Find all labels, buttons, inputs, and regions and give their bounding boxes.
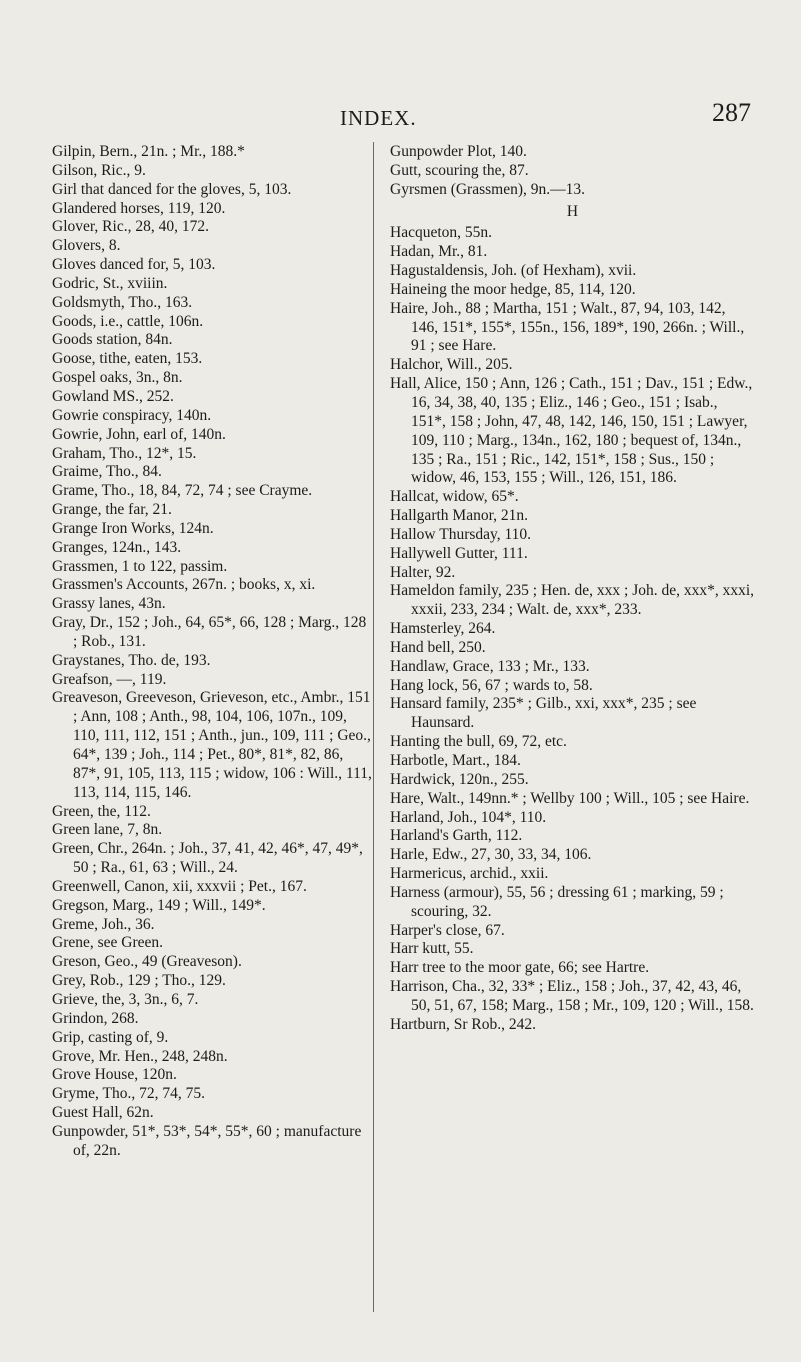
index-entry: Haire, Joh., 88 ; Martha, 151 ; Walt., 87, 94, 103, 142, 146, 151*, 155*, 155n., 156, 189*, 190, 266n. ; Will., 91 ; see Hare. — [390, 299, 745, 355]
index-entry: Hameldon family, 235 ; Hen. de, xxx ; Joh. de, xxx*, xxxi, xxxii, 233, 234 ; Walt. de, xxx*, 233. — [390, 582, 755, 619]
index-entry: Harr tree to the moor gate, 66; see Hartre. — [390, 959, 650, 977]
index-entry: Girl that danced for the gloves, 5, 103. — [52, 180, 292, 198]
index-entry: Graime, Tho., 84. — [52, 463, 162, 481]
index-entry: Gowland MS., 252. — [52, 387, 174, 405]
index-entry: Greson, Geo., 49 (Greaveson). — [52, 953, 242, 971]
index-entry: Grieve, the, 3, 3n., 6, 7. — [52, 990, 199, 1008]
index-entry: Gilpin, Bern., 21n. ; Mr., 188.* — [52, 143, 245, 160]
index-entry: Goldsmyth, Tho., 163. — [52, 293, 193, 311]
index-entry: Grange, the far, 21. — [52, 501, 172, 519]
index-entry: Grove, Mr. Hen., 248, 248n. — [52, 1047, 228, 1065]
index-entry: Grindon, 268. — [52, 1009, 139, 1027]
index-entry: Glandered horses, 119, 120. — [52, 199, 226, 217]
page-header — [0, 94, 801, 134]
index-entry: Harmericus, archid., xxii. — [390, 865, 549, 883]
index-entry: Hang lock, 56, 67 ; wards to, 58. — [390, 676, 593, 694]
index-entry: Hare, Walt., 149nn.* ; Wellby 100 ; Will., 105 ; see Haire. — [390, 789, 750, 807]
index-entry: Gunpowder, 51*, 53*, 54*, 55*, 60 ; manufacture of, 22n. — [52, 1122, 362, 1159]
index-entry: Hallcat, widow, 65*. — [390, 488, 519, 506]
index-entry: Godric, St., xviiin. — [52, 274, 168, 292]
index-entry: Grassmen, 1 to 122, passim. — [52, 557, 228, 575]
index-entry: Hardwick, 120n., 255. — [390, 770, 529, 788]
index-entry: Harbotle, Mart., 184. — [390, 752, 521, 769]
index-entry: Greenwell, Canon, xii, xxxvii ; Pet., 167. — [52, 877, 307, 895]
index-entry: Grene, see Green. — [52, 934, 164, 952]
index-entry: Grey, Rob., 129 ; Tho., 129. — [52, 972, 226, 990]
index-entry: Harle, Edw., 27, 30, 33, 34, 106. — [390, 846, 592, 864]
index-entry: Glovers, 8. — [52, 237, 121, 255]
index-entry: Haineing the moor hedge, 85, 114, 120. — [390, 280, 636, 298]
index-entry: Harper's close, 67. — [390, 921, 505, 939]
index-entry: Grame, Tho., 18, 84, 72, 74 ; see Crayme. — [52, 482, 313, 500]
index-entry: Glover, Ric., 28, 40, 172. — [52, 218, 209, 236]
index-entry: Graham, Tho., 12*, 15. — [52, 444, 197, 462]
index-entry: Hartburn, Sr Rob., 242. — [390, 1015, 536, 1033]
index-entry: Grassmen's Accounts, 267n. ; books, x, xi. — [52, 576, 316, 594]
index-entry: Gutt, scouring the, 87. — [390, 161, 529, 179]
index-entry: Goods station, 84n. — [52, 331, 173, 349]
index-entry: Green, the, 112. — [52, 802, 151, 820]
page-number: 287 — [712, 98, 751, 127]
index-column-right — [390, 143, 755, 1035]
index-entry: Gilson, Ric., 9. — [52, 161, 146, 179]
index-entry: Hall, Alice, 150 ; Ann, 126 ; Cath., 151 ; Dav., 151 ; Edw., 16, 34, 38, 40, 135 ; Eliz., 146 ; Geo., 151 ; Isab., 151*, 158 ; John, 47, 48, 142, 146, 150, 151 ; Lawyer, 109, 110 ; Marg., 134n., 162, 180 ; bequest of, 134n., 135 ; Ra., 151 ; Ric., 142, 151*, 158 ; Sus., 150 ; widow, 46, 153, 155 ; Will., 126, 151, 186. — [390, 375, 753, 487]
index-entry: Hallow Thursday, 110. — [390, 525, 532, 543]
index-entry: Greaveson, Greeveson, Grieveson, etc., Ambr., 151 ; Ann, 108 ; Anth., 98, 104, 106, 107n., 109, 110, 111, 112, 151 ; Anth., jun., 109, 111 ; Geo., 64*, 139 ; Joh., 114 ; Pet., 80*, 81*, 82, 86, 87*, 91, 105, 113, 115 ; widow, 106 : Will., 111, 113, 114, 115, 146. — [52, 689, 372, 801]
index-column-left — [52, 143, 374, 1161]
index-entry: Hadan, Mr., 81. — [390, 243, 488, 261]
index-entry: Harr kutt, 55. — [390, 940, 474, 958]
index-entry: Hacqueton, 55n. — [390, 224, 493, 242]
index-entry: Harland, Joh., 104*, 110. — [390, 808, 547, 826]
index-entry: Handlaw, Grace, 133 ; Mr., 133. — [390, 657, 590, 675]
index-entry: Green, Chr., 264n. ; Joh., 37, 41, 42, 46*, 47, 49*, 50 ; Ra., 61, 63 ; Will., 24. — [52, 840, 363, 877]
index-entry: Gyrsmen (Grassmen), 9n.—13. — [390, 180, 586, 198]
index-entry: Gunpowder Plot, 140. — [390, 143, 527, 160]
index-entry: Hallywell Gutter, 111. — [390, 544, 528, 562]
index-entry: Hagustaldensis, Joh. (of Hexham), xvii. — [390, 262, 637, 280]
index-entry: Halchor, Will., 205. — [390, 356, 513, 374]
index-entry: Gregson, Marg., 149 ; Will., 149*. — [52, 896, 266, 914]
index-entry: Greafson, —, 119. — [52, 670, 167, 688]
index-entry: Grip, casting of, 9. — [52, 1028, 169, 1046]
index-entry: Gray, Dr., 152 ; Joh., 64, 65*, 66, 128 ; Marg., 128 ; Rob., 131. — [52, 614, 367, 650]
index-entry: Granges, 124n., 143. — [52, 538, 182, 556]
index-entry: Hallgarth Manor, 21n. — [390, 507, 528, 525]
index-entry: Graystanes, Tho. de, 193. — [52, 651, 211, 669]
index-entry: Gloves danced for, 5, 103. — [52, 256, 216, 274]
index-entry: Green lane, 7, 8n. — [52, 821, 163, 839]
index-entry: Halter, 92. — [390, 563, 456, 581]
column-divider — [373, 142, 374, 1312]
index-entry: Grange Iron Works, 124n. — [52, 519, 214, 537]
index-entry: Greme, Joh., 36. — [52, 915, 155, 933]
index-entry: Gowrie conspiracy, 140n. — [52, 406, 212, 424]
index-entries-g — [390, 143, 755, 200]
index-entry: Harland's Garth, 112. — [390, 827, 523, 845]
index-entries-h — [390, 224, 755, 1034]
index-entry: Gowrie, John, earl of, 140n. — [52, 425, 226, 443]
index-entry: Gryme, Tho., 72, 74, 75. — [52, 1085, 205, 1103]
index-entry: Gospel oaks, 3n., 8n. — [52, 369, 183, 387]
index-entry: Grove House, 120n. — [52, 1066, 177, 1084]
index-entry: Hand bell, 250. — [390, 638, 486, 656]
index-entry: Grassy lanes, 43n. — [52, 595, 166, 613]
index-entry: Goods, i.e., cattle, 106n. — [52, 312, 204, 330]
running-title: INDEX. — [340, 106, 417, 130]
index-entry: Hanting the bull, 69, 72, etc. — [390, 733, 567, 751]
index-entry: Goose, tithe, eaten, 153. — [52, 350, 203, 368]
index-entry: Harness (armour), 55, 56 ; dressing 61 ; marking, 59 ; scouring, 32. — [390, 883, 724, 920]
index-entry: Guest Hall, 62n. — [52, 1104, 154, 1122]
section-letter: H — [566, 202, 579, 220]
index-entry: Hamsterley, 264. — [390, 620, 496, 638]
index-entry: Harrison, Cha., 32, 33* ; Eliz., 158 ; Joh., 37, 42, 43, 46, 50, 51, 67, 158; Marg., 158 ; Mr., 109, 120 ; Will., 158. — [390, 978, 754, 1014]
index-entry: Hansard family, 235* ; Gilb., xxi, xxx*, 235 ; see Haunsard. — [390, 695, 697, 732]
